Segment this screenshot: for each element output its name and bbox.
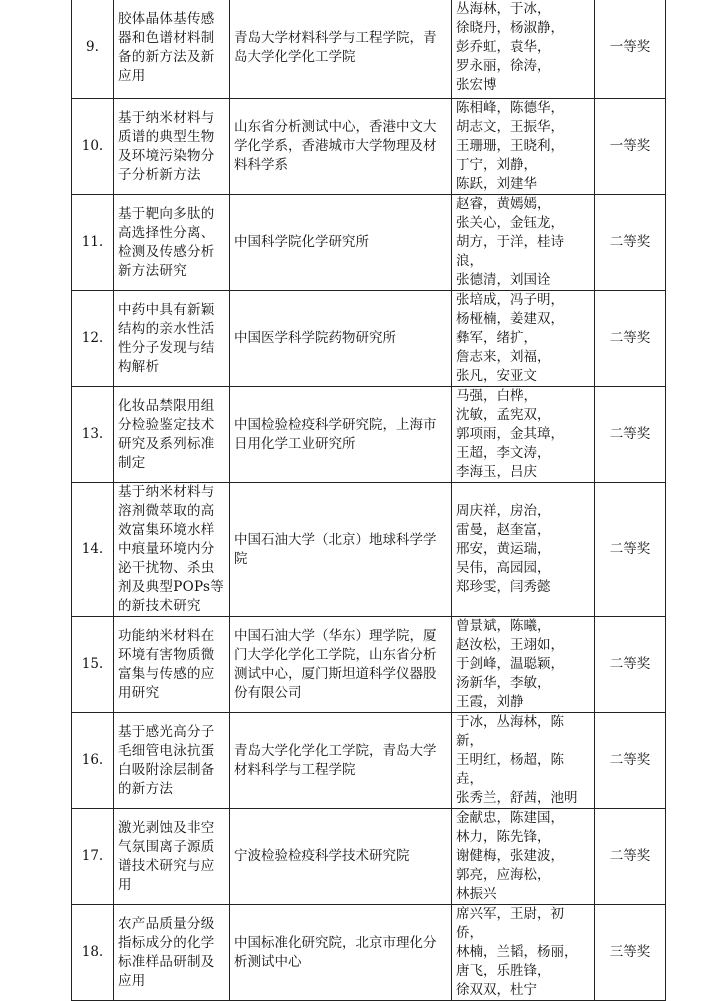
row-number: 12. bbox=[72, 291, 114, 387]
awards-table-body bbox=[72, 0, 666, 1001]
member-line: 马强，白桦， bbox=[456, 388, 537, 404]
organization: 青岛大学材料科学与工程学院，青岛大学化学化工学院 bbox=[230, 0, 452, 99]
organization: 中国石油大学（华东）理学院，厦门大学化学化工学院，山东省分析测试中心，厦门斯坦道科学仪器股份有限公司 bbox=[230, 617, 452, 713]
member-line: 金献忠，陈建国， bbox=[456, 810, 564, 826]
organization: 中国医学科学院药物研究所 bbox=[230, 291, 452, 387]
award-level: 一等奖 bbox=[595, 99, 666, 195]
member-line: 王霞，刘静 bbox=[456, 694, 524, 710]
awards-table bbox=[71, 0, 666, 1001]
member-line: 郭亮，应海松， bbox=[456, 867, 551, 883]
project-title: 化妆品禁限用组分检验鉴定技术研究及系列标准制定 bbox=[114, 387, 230, 483]
project-title: 基于纳米材料与质谱的典型生物及环境污染物分子分析新方法 bbox=[114, 99, 230, 195]
member-line: 丛海林，于冰， bbox=[456, 1, 551, 17]
member-line: 陈相峰，陈德华， bbox=[456, 100, 564, 116]
member-line: 彝军，绪扩， bbox=[456, 330, 537, 346]
member-line: 邢安，黄运瑞， bbox=[456, 541, 551, 557]
row-number: 13. bbox=[72, 387, 114, 483]
member-line: 王明红，杨超，陈垚， bbox=[456, 752, 564, 787]
member-line: 郑珍雯，闫秀懿 bbox=[456, 579, 551, 595]
award-level: 二等奖 bbox=[595, 387, 666, 483]
member-line: 丁宁，刘静， bbox=[456, 157, 537, 173]
project-title: 基于纳米材料与溶剂微萃取的高效富集环境水样中痕量环境内分泌干扰物、杀虫剂及典型POPs等的新技术研究 bbox=[114, 483, 230, 617]
team-members bbox=[452, 195, 595, 291]
member-line: 张秀兰，舒茜，池明 bbox=[456, 790, 578, 806]
row-number: 16. bbox=[72, 713, 114, 809]
member-line: 张德清，刘国诠 bbox=[456, 272, 551, 288]
member-line: 罗永丽，徐涛， bbox=[456, 58, 551, 74]
award-level: 二等奖 bbox=[595, 195, 666, 291]
project-title: 胶体晶体基传感器和色谱材料制备的新方法及新应用 bbox=[114, 0, 230, 99]
team-members bbox=[452, 99, 595, 195]
award-level: 二等奖 bbox=[595, 483, 666, 617]
member-line: 雷曼，赵奎富， bbox=[456, 522, 551, 538]
member-line: 沈敏，孟宪双， bbox=[456, 407, 551, 423]
award-level: 二等奖 bbox=[595, 617, 666, 713]
table-row bbox=[72, 809, 666, 905]
member-line: 汤新华，李敏， bbox=[456, 675, 551, 691]
team-members bbox=[452, 291, 595, 387]
member-line: 彭乔虹，袁华， bbox=[456, 39, 551, 55]
team-members bbox=[452, 387, 595, 483]
table-row bbox=[72, 291, 666, 387]
table-row bbox=[72, 195, 666, 291]
award-level: 二等奖 bbox=[595, 713, 666, 809]
row-number: 18. bbox=[72, 905, 114, 1001]
row-number: 17. bbox=[72, 809, 114, 905]
table-row bbox=[72, 387, 666, 483]
award-level: 二等奖 bbox=[595, 809, 666, 905]
team-members bbox=[452, 809, 595, 905]
project-title: 基于感光高分子毛细管电泳抗蛋白吸附涂层制备的新方法 bbox=[114, 713, 230, 809]
project-title: 农产品质量分级指标成分的化学标准样品研制及应用 bbox=[114, 905, 230, 1001]
table-row bbox=[72, 713, 666, 809]
member-line: 赵睿，黄嫣嫣， bbox=[456, 196, 551, 212]
award-level: 三等奖 bbox=[595, 905, 666, 1001]
project-title: 功能纳米材料在环境有害物质微富集与传感的应用研究 bbox=[114, 617, 230, 713]
team-members bbox=[452, 617, 595, 713]
organization: 中国标准化研究院，北京市理化分析测试中心 bbox=[230, 905, 452, 1001]
member-line: 王珊珊，王晓利， bbox=[456, 138, 564, 154]
member-line: 张宏博 bbox=[456, 77, 497, 93]
award-level: 二等奖 bbox=[595, 291, 666, 387]
organization: 中国石油大学（北京）地球科学学院 bbox=[230, 483, 452, 617]
member-line: 于冰，丛海林，陈新， bbox=[456, 714, 564, 749]
row-number: 10. bbox=[72, 99, 114, 195]
member-line: 林振兴 bbox=[456, 886, 497, 902]
member-line: 徐晓丹，杨淑静， bbox=[456, 20, 564, 36]
member-line: 詹志来，刘福， bbox=[456, 349, 551, 365]
member-line: 胡志文，王振华， bbox=[456, 119, 564, 135]
organization: 中国科学院化学研究所 bbox=[230, 195, 452, 291]
organization: 山东省分析测试中心，香港中文大学化学系，香港城市大学物理及材料科学系 bbox=[230, 99, 452, 195]
member-line: 陈跃，刘建华 bbox=[456, 176, 537, 192]
table-row bbox=[72, 617, 666, 713]
member-line: 徐双双，杜宁 bbox=[456, 982, 537, 998]
member-line: 林力，陈先锋， bbox=[456, 829, 551, 845]
organization: 宁波检验检疫科学技术研究院 bbox=[230, 809, 452, 905]
table-row bbox=[72, 0, 666, 99]
member-line: 杨桠楠，姜建双， bbox=[456, 311, 564, 327]
row-number: 15. bbox=[72, 617, 114, 713]
member-line: 赵汝松，王翊如， bbox=[456, 637, 564, 653]
award-level: 一等奖 bbox=[595, 0, 666, 99]
team-members bbox=[452, 713, 595, 809]
table-row bbox=[72, 99, 666, 195]
member-line: 唐飞，乐胜锋， bbox=[456, 963, 551, 979]
member-line: 李海玉，吕庆 bbox=[456, 464, 537, 480]
member-line: 周庆祥，房治， bbox=[456, 503, 551, 519]
member-line: 张关心，金钰龙， bbox=[456, 215, 564, 231]
member-line: 张凡，安亚文 bbox=[456, 368, 537, 384]
member-line: 曾景斌，陈曦， bbox=[456, 618, 551, 634]
team-members bbox=[452, 483, 595, 617]
row-number: 11. bbox=[72, 195, 114, 291]
team-members bbox=[452, 905, 595, 1001]
row-number: 9. bbox=[72, 0, 114, 99]
table-row bbox=[72, 905, 666, 1001]
organization: 青岛大学化学化工学院，青岛大学材料科学与工程学院 bbox=[230, 713, 452, 809]
member-line: 王超，李文涛， bbox=[456, 445, 551, 461]
project-title: 基于靶向多肽的高选择性分离、检测及传感分析新方法研究 bbox=[114, 195, 230, 291]
member-line: 于剑峰，温聪颖， bbox=[456, 656, 564, 672]
member-line: 胡方，于洋，桂诗浪， bbox=[456, 234, 564, 269]
member-line: 谢健梅，张建波， bbox=[456, 848, 564, 864]
member-line: 吴伟，高园园， bbox=[456, 560, 551, 576]
table-row bbox=[72, 483, 666, 617]
member-line: 林楠，兰韬，杨丽， bbox=[456, 944, 578, 960]
member-line: 席兴军，王尉，初侨， bbox=[456, 906, 564, 941]
project-title: 激光剥蚀及非空气氛围离子源质谱技术研究与应用 bbox=[114, 809, 230, 905]
project-title: 中药中具有新颖结构的亲水性活性分子发现与结构解析 bbox=[114, 291, 230, 387]
member-line: 郭项雨，金其璋， bbox=[456, 426, 564, 442]
member-line: 张培成，冯子明， bbox=[456, 292, 564, 308]
organization: 中国检验检疫科学研究院，上海市日用化学工业研究所 bbox=[230, 387, 452, 483]
team-members bbox=[452, 0, 595, 99]
row-number: 14. bbox=[72, 483, 114, 617]
